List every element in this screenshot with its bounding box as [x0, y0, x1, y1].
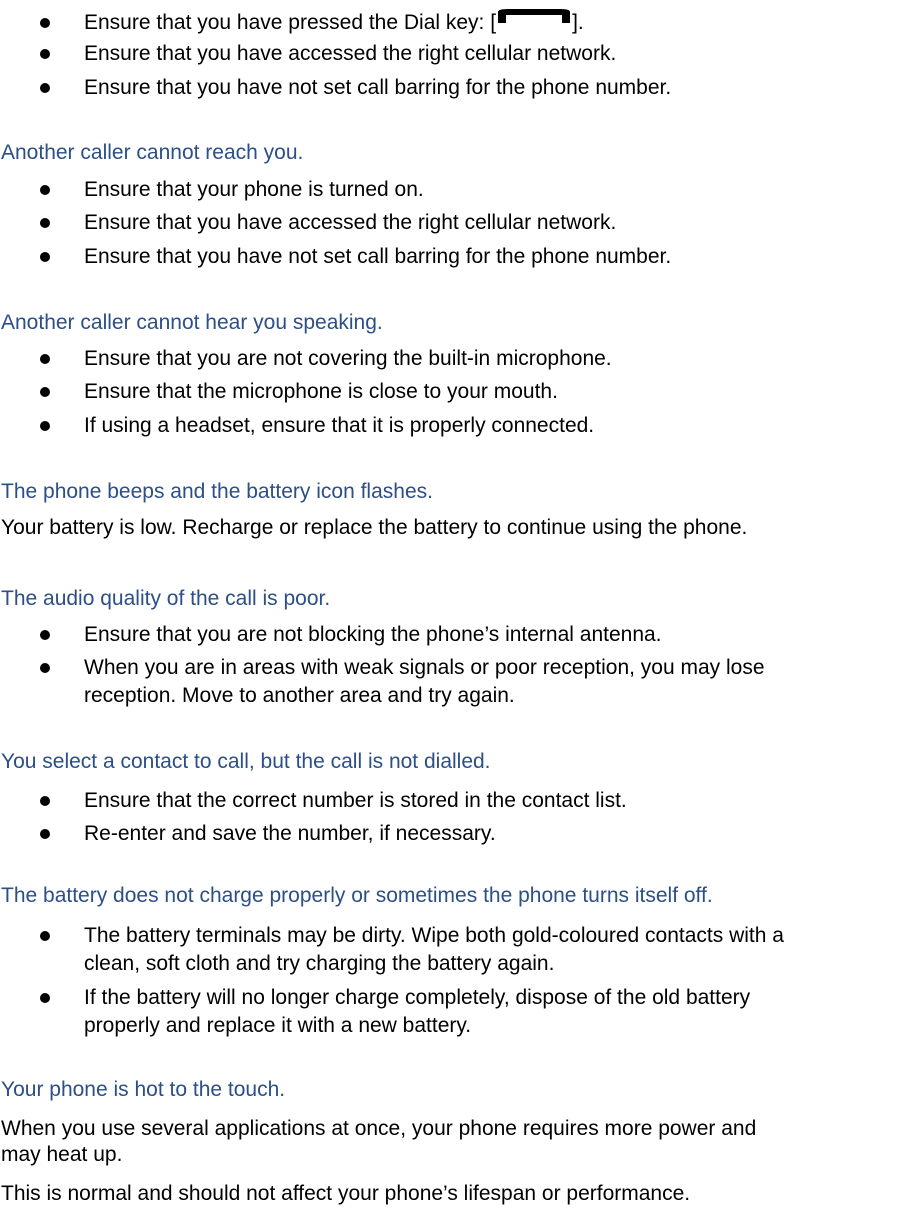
bullet-icon	[40, 421, 50, 431]
section-heading: The phone beeps and the battery icon flashes.	[1, 480, 433, 503]
bullet-text: Ensure that you are not blocking the phone’s internal antenna.	[84, 623, 662, 646]
section-heading: Another caller cannot hear you speaking.	[1, 311, 383, 334]
bullet-icon	[40, 387, 50, 397]
bullet-icon	[40, 49, 50, 59]
paragraph: This is normal and should not affect your phone’s lifespan or performance.	[1, 1182, 691, 1205]
bullet-icon	[40, 354, 50, 364]
section-heading: Your phone is hot to the touch.	[1, 1078, 286, 1101]
bullet-text: Ensure that you have not set call barring for the phone number.	[84, 245, 672, 268]
bullet-icon	[40, 252, 50, 262]
dial-key-icon	[496, 9, 572, 33]
bullet-icon	[40, 931, 50, 941]
bullet-text: Ensure that you have accessed the right cellular network.	[84, 42, 617, 65]
section-heading: Another caller cannot reach you.	[1, 141, 304, 164]
bullet-icon	[40, 18, 50, 28]
section-heading: You select a contact to call, but the call is not dialled.	[1, 750, 491, 773]
section-heading: The battery does not charge properly or sometimes the phone turns itself off.	[1, 884, 713, 907]
bullet-icon	[40, 83, 50, 93]
bullet-text: Ensure that your phone is turned on.	[84, 178, 424, 201]
bullet-text: If the battery will no longer charge completely, dispose of the old battery properly and replace it with a new battery.	[84, 986, 751, 1037]
bullet-icon	[40, 218, 50, 228]
bullet-text: Ensure that you are not covering the built-in microphone.	[84, 347, 612, 370]
bullet-icon	[40, 993, 50, 1003]
bullet-text: When you are in areas with weak signals or poor reception, you may lose reception. Move to another area and try again.	[84, 656, 765, 707]
bullet-text: Ensure that you have accessed the right cellular network.	[84, 211, 617, 234]
bullet-text: Ensure that the correct number is stored in the contact list.	[84, 789, 627, 812]
bullet-text: The battery terminals may be dirty. Wipe both gold-coloured contacts with a clean, soft cloth and try charging the battery again.	[84, 924, 784, 975]
paragraph: When you use several applications at once, your phone requires more power and may heat up.	[1, 1117, 757, 1166]
bullet-icon	[40, 796, 50, 806]
bullet-icon	[40, 663, 50, 673]
bullet-icon	[40, 630, 50, 640]
section-heading: The audio quality of the call is poor.	[1, 587, 331, 610]
paragraph: Your battery is low. Recharge or replace the battery to continue using the phone.	[1, 516, 748, 539]
bullet-text: Ensure that you have pressed the Dial key: [ ].	[84, 11, 584, 34]
bullet-text: Ensure that you have not set call barring for the phone number.	[84, 76, 672, 99]
bullet-text: If using a headset, ensure that it is properly connected.	[84, 414, 595, 437]
bullet-icon	[40, 185, 50, 195]
bullet-text: Ensure that the microphone is close to your mouth.	[84, 380, 558, 403]
bullet-icon	[40, 829, 50, 839]
bullet-text: Re-enter and save the number, if necessary.	[84, 822, 496, 845]
